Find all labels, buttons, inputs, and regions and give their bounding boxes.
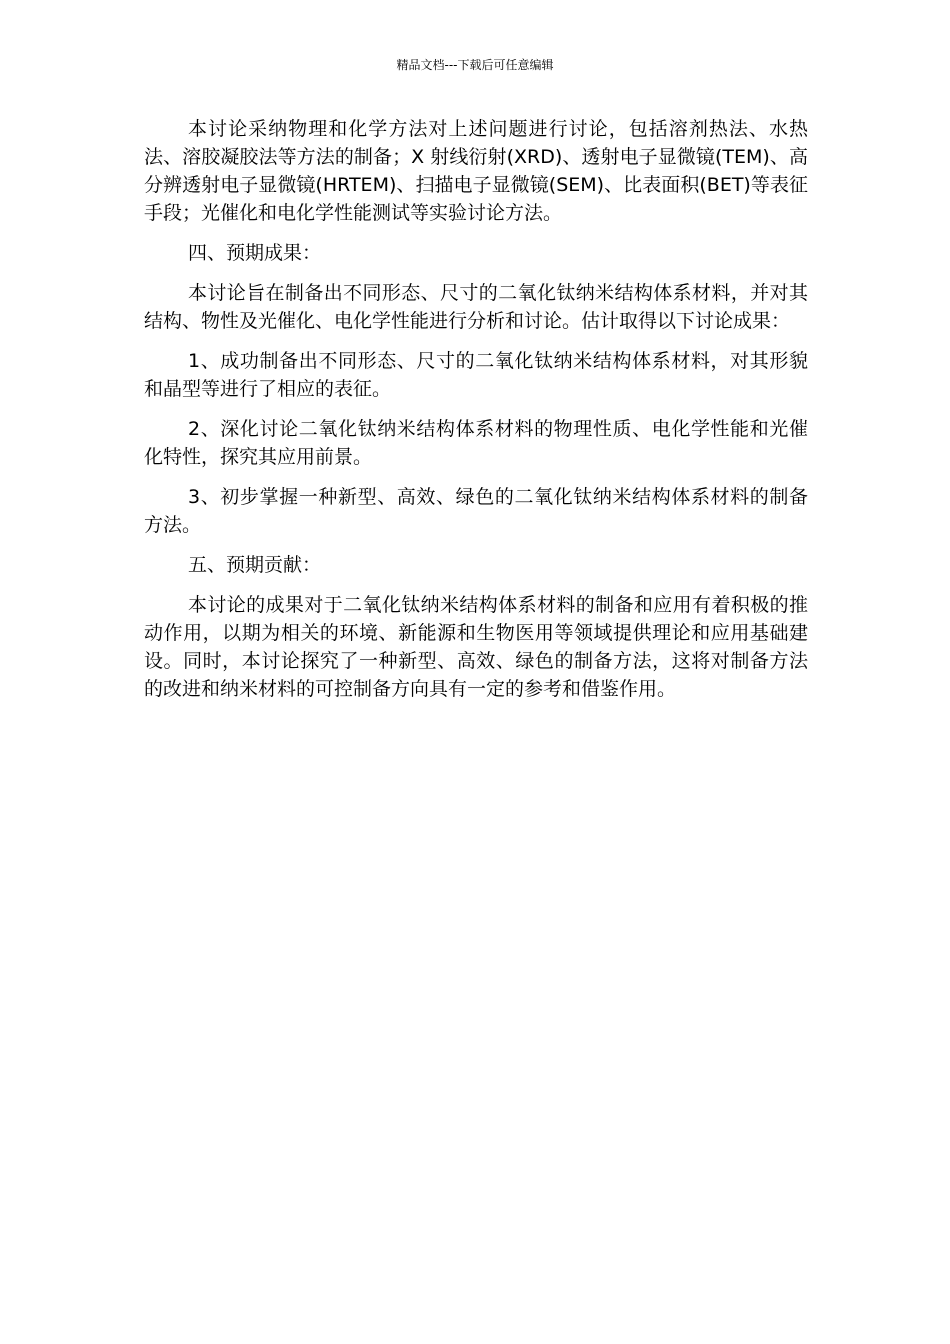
paragraph-contribution: 本讨论的成果对于二氧化钛纳米结构体系材料的制备和应用有着积极的推动作用，以期为相关的环境、新能源和生物医用等领域提供理论和应用基础建设。同时，本讨论探究了一种新型、高效、绿色的制备方法，这将对制备方法的改进和纳米材料的可控制备方向具有一定的参考和借鉴作用。 [144,594,808,700]
result-item-3: 3、初步掌握一种新型、高效、绿色的二氧化钛纳米结构体系材料的制备方法。 [144,486,808,536]
document-body [144,115,808,715]
result-item-1: 1、成功制备出不同形态、尺寸的二氧化钛纳米结构体系材料，对其形貌和晶型等进行了相应的表征。 [144,350,808,400]
result-item-2: 2、深化讨论二氧化钛纳米结构体系材料的物理性质、电化学性能和光催化特性，探究其应用前景。 [144,418,808,468]
paragraph-methods: 本讨论采纳物理和化学方法对上述问题进行讨论，包括溶剂热法、水热法、溶胶凝胶法等方法的制备；X 射线衍射(XRD)、透射电子显微镜(TEM)、高分辨透射电子显微镜(HRTEM)、扫描电子显微镜(SEM)、比表面积(BET)等表征手段；光催化和电化学性能测试等实验讨论方法。 [144,118,808,224]
page-header: 精品文档---下载后可任意编辑 [396,58,554,72]
section-heading-expected-results: 四、预期成果： [188,242,322,264]
section-heading-expected-contribution: 五、预期贡献： [188,554,322,576]
paragraph-results-intro: 本讨论旨在制备出不同形态、尺寸的二氧化钛纳米结构体系材料，并对其结构、物性及光催化、电化学性能进行分析和讨论。估计取得以下讨论成果： [144,282,808,332]
